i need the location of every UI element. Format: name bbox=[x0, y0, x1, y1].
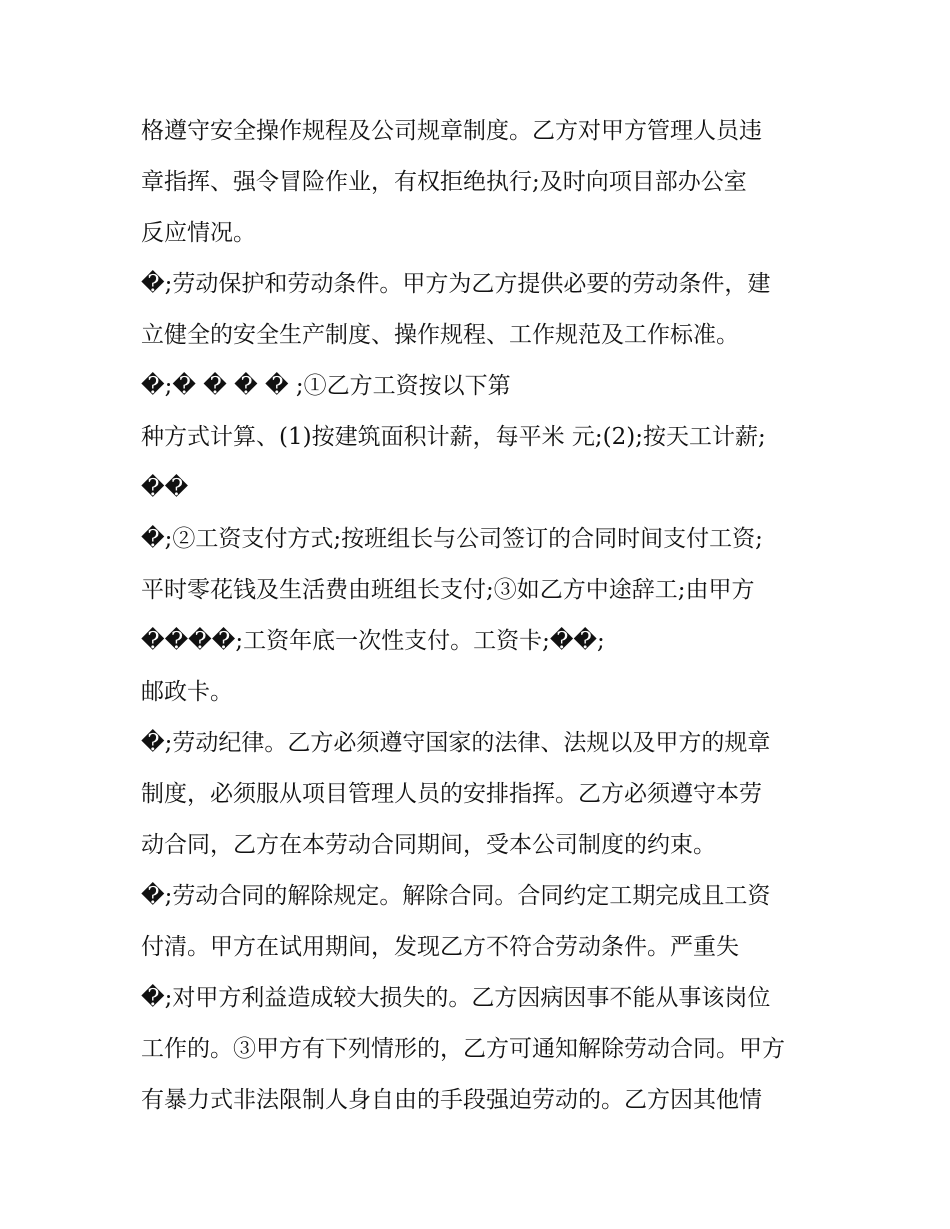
text-line: 邮政卡。 bbox=[141, 679, 233, 705]
text-line: 章指挥、强令冒险作业，有权拒绝执行;及时向项目部办公室 bbox=[141, 169, 747, 195]
text-line: �� bbox=[141, 475, 189, 501]
text-line: �;� � � � ;①乙方工资按以下第 bbox=[141, 373, 511, 399]
text-line: 有暴力式非法限制人身自由的手段强迫劳动的。乙方因其他情 bbox=[141, 1087, 762, 1113]
text-line: �;②工资支付方式;按班组长与公司签订的合同时间支付工资; bbox=[141, 526, 763, 552]
text-line: 制度，必须服从项目管理人员的安排指挥。乙方必须遵守本劳 bbox=[141, 781, 762, 807]
text-line: �;对甲方利益造成较大损失的。乙方因病因事不能从事该岗位 bbox=[141, 985, 771, 1011]
text-line: 立健全的安全生产制度、操作规程、工作规范及工作标准。 bbox=[141, 322, 739, 348]
text-line: 付清。甲方在试用期间，发现乙方不符合劳动条件。严重失 bbox=[141, 934, 739, 960]
text-line: 格遵守安全操作规程及公司规章制度。乙方对甲方管理人员违 bbox=[141, 118, 762, 144]
text-line: �;劳动合同的解除规定。解除合同。合同约定工期完成且工资 bbox=[141, 883, 771, 909]
text-line: ����;工资年底一次性支付。工资卡;��; bbox=[141, 628, 605, 654]
text-line: 反应情况。 bbox=[141, 220, 256, 246]
document-body bbox=[141, 106, 821, 1126]
text-line: 动合同，乙方在本劳动合同期间，受本公司制度的约束。 bbox=[141, 832, 716, 858]
text-line: 平时零花钱及生活费由班组长支付;③如乙方中途辞工;由甲方 bbox=[141, 577, 755, 603]
text-line: 种方式计算、(1)按建筑面积计薪，每平米 元;(2);按天工计薪; bbox=[141, 424, 766, 450]
text-line: 工作的。③甲方有下列情形的，乙方可通知解除劳动合同。甲方 bbox=[141, 1036, 785, 1062]
text-line: �;劳动纪律。乙方必须遵守国家的法律、法规以及甲方的规章 bbox=[141, 730, 771, 756]
text-line: �;劳动保护和劳动条件。甲方为乙方提供必要的劳动条件，建 bbox=[141, 271, 771, 297]
